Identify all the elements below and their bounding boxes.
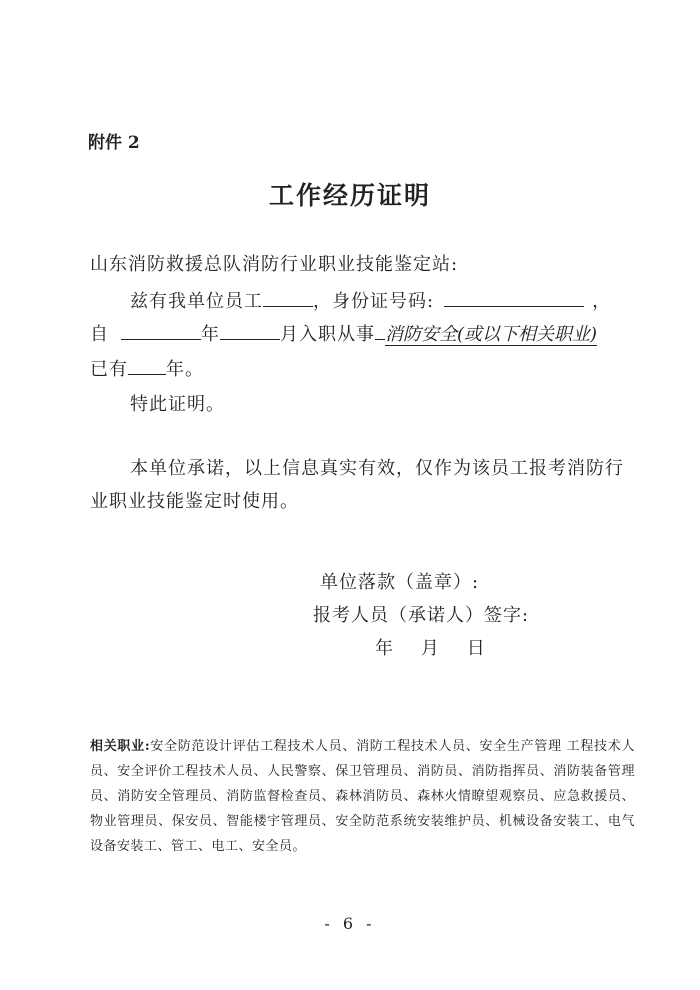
years-blank [128,356,166,375]
certify-text: 特此证明。 [130,394,225,415]
unit-signature-label: 单位落款（盖章）: [320,572,480,593]
comma: ， [592,291,612,312]
from-label: 自 [90,324,109,345]
employee-name-blank [263,288,313,307]
related-occupations-note [90,734,635,859]
year-blank [121,321,201,340]
id-label: ，身份证号码: [313,291,435,312]
employee-line [130,287,611,313]
occupation-text: 消防安全(或以下相关职业) [385,324,598,345]
promise-line-1: 本单位承诺，以上信息真实有效，仅作为该员工报考消防行 [130,458,624,479]
attachment-label: 附件 2 [88,133,140,153]
addressee: 山东消防救援总队消防行业职业技能鉴定站: [90,254,459,275]
duration-line [90,355,204,381]
document-title: 工作经历证明 [268,181,431,210]
month-blank [220,321,280,340]
note-text: 安全防范设计评估工程技术人员、消防工程技术人员、安全生产管理 工程技术人员、安全评价工程技术人员、人民警察、保卫管理员、消防员、消防指挥员、消防装备管理员、消防安全管理员、消防监督检查员、森林消防员、森林火情瞭望观察员、应急救援员、物业管理员、保安员、智能楼宇管理员、安全防范系统安装维护员、机械设备安装工、电气设备安装工、管工、电工、安全员。 [90,739,635,854]
page-number: - 6 - [324,914,376,933]
note-label: 相关职业: [90,739,151,754]
entry-label: 月入职从事 [280,324,375,345]
years-label: 年。 [166,359,204,380]
promise-line-2: 业职业技能鉴定时使用。 [90,491,299,512]
id-number-blank [444,288,584,307]
year-label: 年 [201,324,220,345]
date-label: 年 月 日 [375,638,486,659]
entry-line [90,320,597,346]
applicant-signature-label: 报考人员（承诺人）签字: [313,605,530,626]
employee-label: 兹有我单位员工 [130,291,263,312]
since-label: 已有 [90,359,128,380]
